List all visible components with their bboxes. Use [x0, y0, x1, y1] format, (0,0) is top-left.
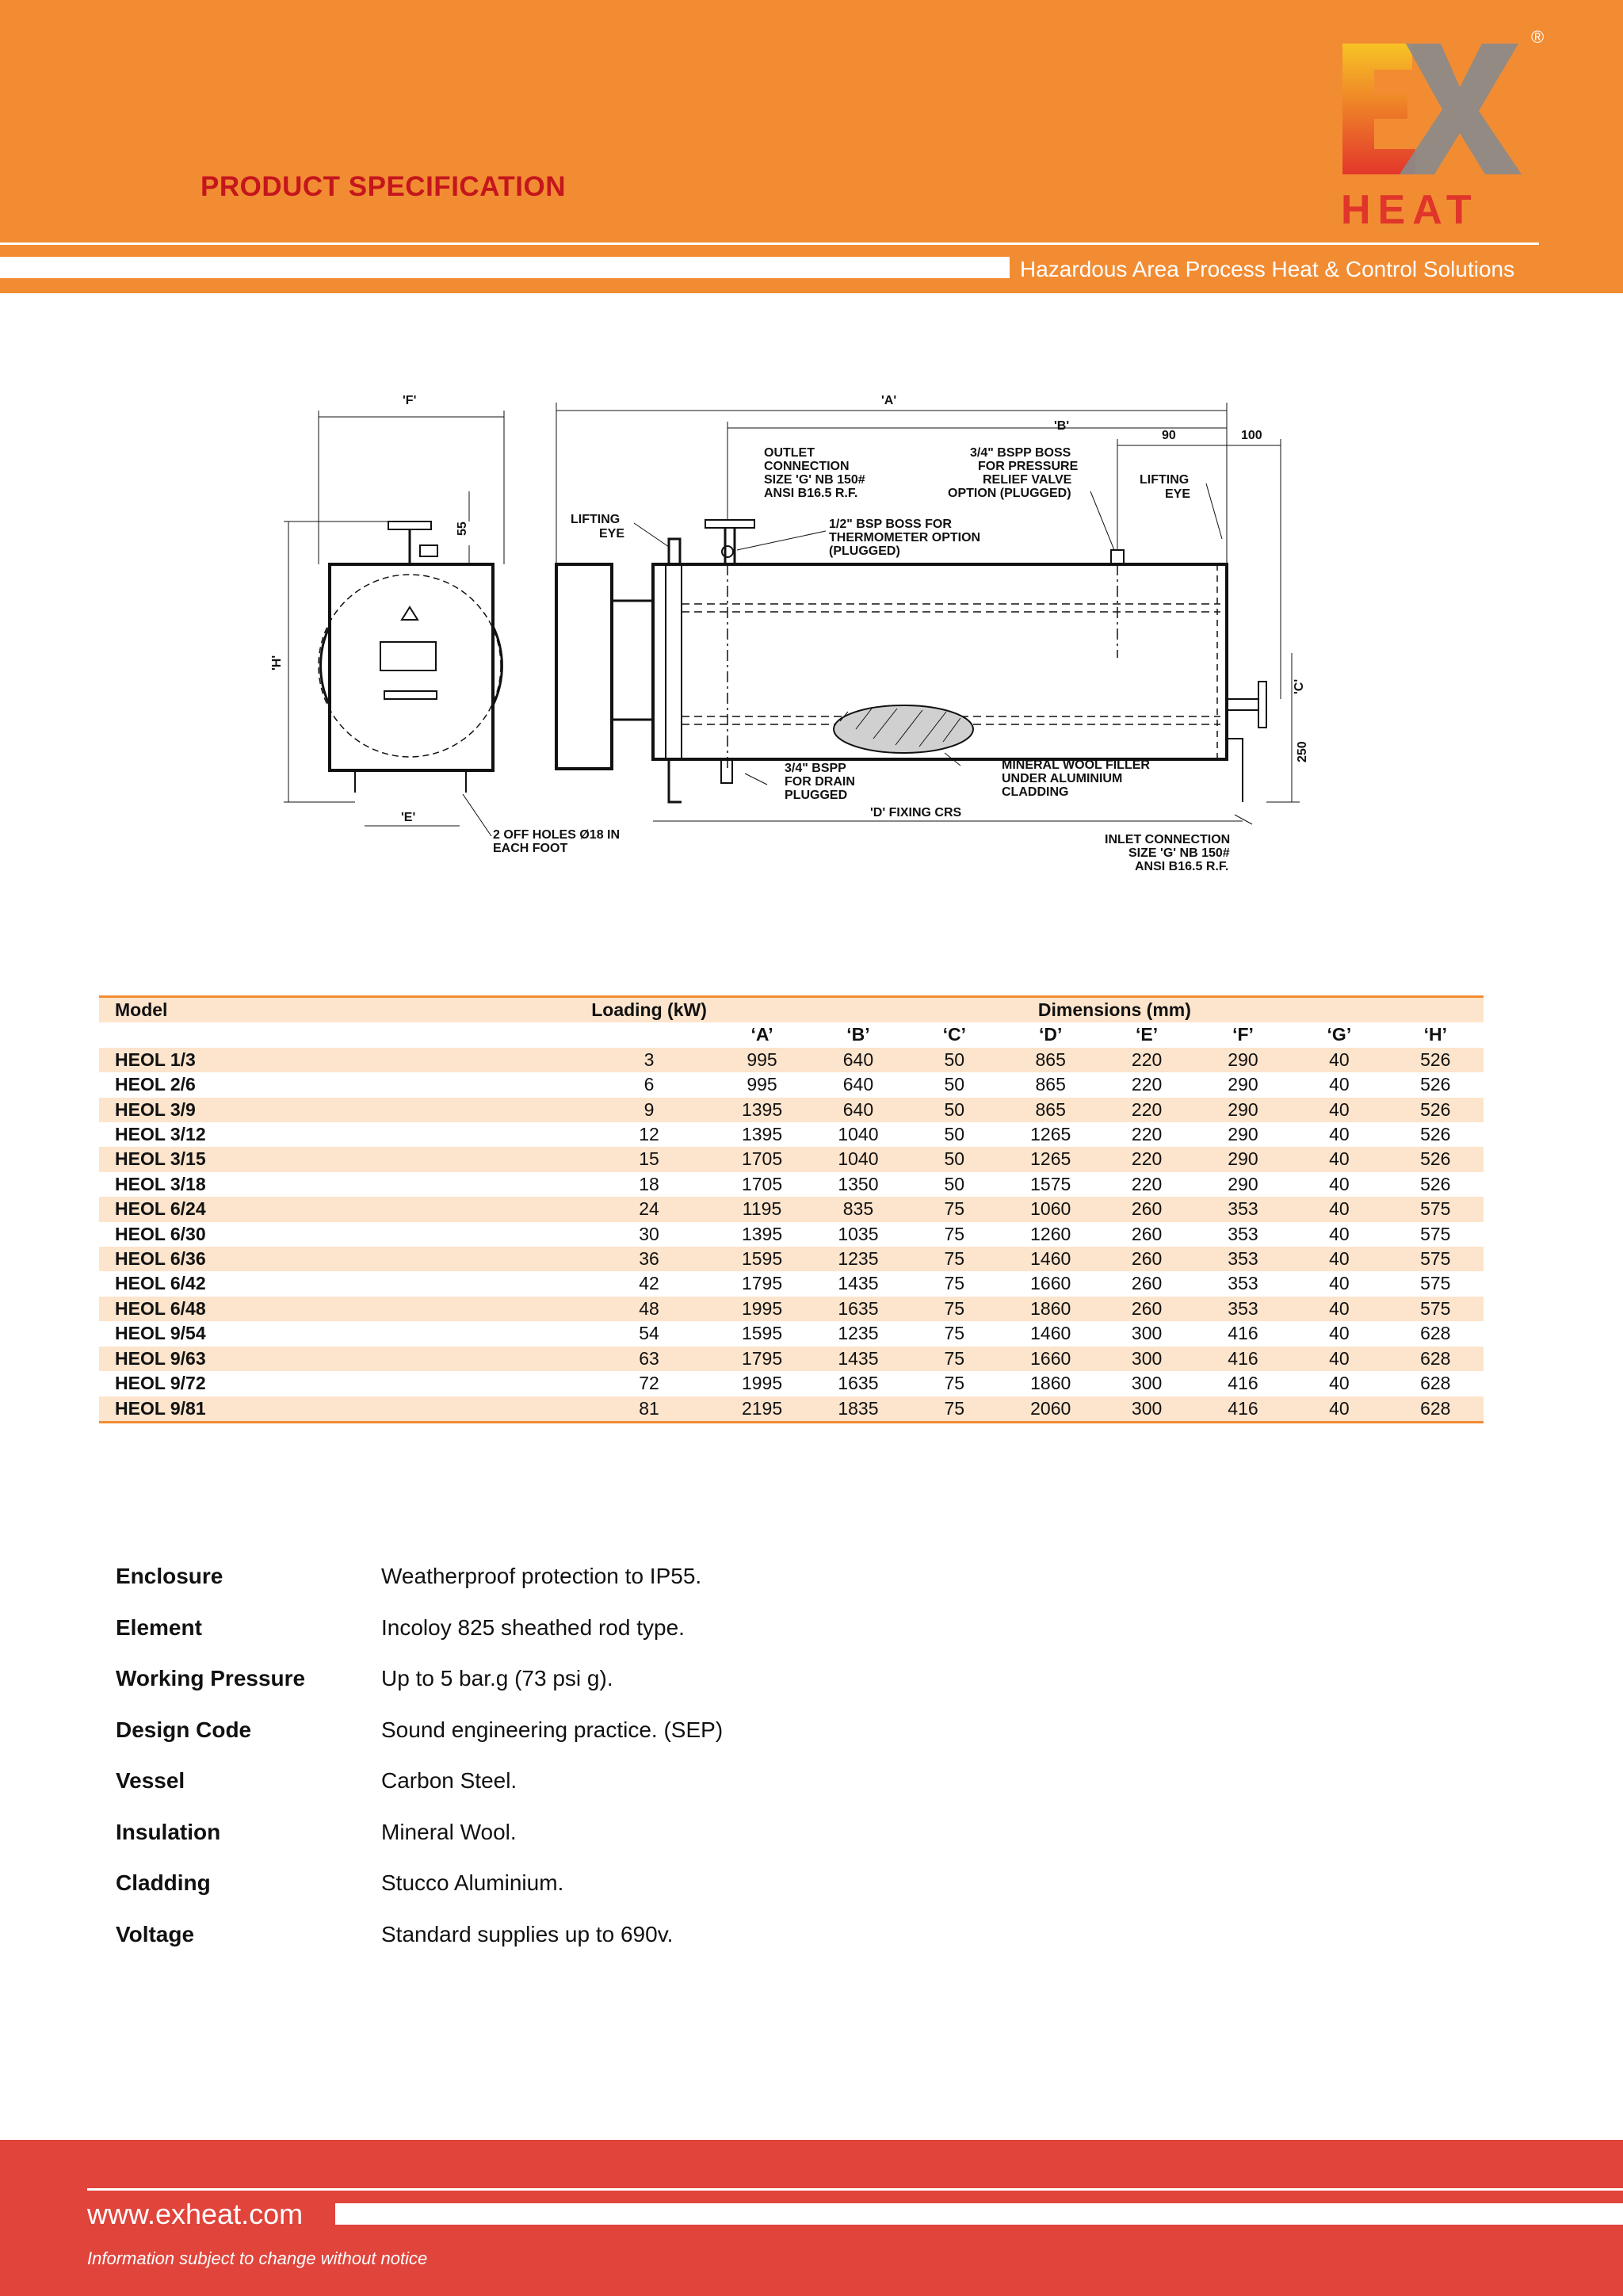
cell-dim-g: 40	[1329, 1124, 1350, 1145]
cell-dim-a: 1395	[741, 1124, 783, 1145]
label-boss-relief-4: OPTION (PLUGGED)	[948, 487, 1071, 500]
footer-divider-bar	[335, 2203, 1623, 2225]
cell-dim-f: 290	[1228, 1049, 1258, 1070]
cell-model: HEOL 9/54	[115, 1323, 206, 1344]
cell-dim-a: 1395	[741, 1098, 783, 1120]
cell-dim-c: 75	[944, 1248, 965, 1270]
cell-loading: 48	[639, 1297, 659, 1319]
cell-dim-e: 260	[1131, 1223, 1163, 1244]
cell-dim-a: 1595	[741, 1323, 783, 1344]
cell-dim-g: 40	[1329, 1074, 1350, 1095]
cell-dim-c: 75	[944, 1347, 965, 1369]
header-divider-line	[0, 243, 1539, 245]
cell-model: HEOL 3/15	[115, 1148, 206, 1170]
cell-dim-a: 1705	[741, 1148, 783, 1170]
cell-dim-a: 1595	[741, 1248, 783, 1270]
cell-dim-g: 40	[1329, 1323, 1350, 1344]
cell-dim-f: 290	[1228, 1173, 1258, 1194]
cell-dim-b: 1035	[838, 1223, 879, 1244]
label-mineral-wool-1: MINERAL WOOL FILLER	[1002, 758, 1150, 772]
label-outlet-2: CONNECTION	[764, 460, 850, 473]
cell-dim-a: 1195	[742, 1198, 782, 1220]
cell-dim-e: 220	[1131, 1074, 1163, 1095]
cell-loading: 12	[639, 1124, 659, 1145]
cell-dim-b: 1040	[838, 1124, 879, 1145]
cell-dim-h: 526	[1420, 1173, 1451, 1194]
cell-dim-a: 1795	[741, 1347, 783, 1369]
cell-model: HEOL 6/48	[115, 1297, 206, 1319]
cell-dim-c: 50	[944, 1124, 965, 1145]
label-drain-1: 3/4" BSPP	[785, 762, 846, 775]
cell-dim-b: 1435	[838, 1273, 879, 1294]
header-band	[0, 0, 1623, 293]
cell-dim-b: 1435	[838, 1347, 879, 1369]
cell-dim-h: 575	[1420, 1223, 1451, 1244]
dim-label-55: 55	[456, 521, 469, 536]
spec-value: Mineral Wool.	[381, 1819, 517, 1844]
cell-dim-c: 50	[944, 1098, 965, 1120]
cell-loading: 30	[639, 1223, 659, 1244]
table-row	[99, 1271, 1484, 1296]
spec-value: Sound engineering practice. (SEP)	[381, 1717, 724, 1742]
cell-dim-a: 995	[747, 1049, 777, 1070]
cell-dim-f: 353	[1228, 1297, 1258, 1319]
cell-dim-b: 1235	[838, 1323, 879, 1344]
cell-dim-a: 1995	[741, 1297, 783, 1319]
cell-dim-g: 40	[1329, 1148, 1350, 1170]
spec-value: Standard supplies up to 690v.	[381, 1921, 674, 1946]
column-header-g: ‘G’	[1327, 1024, 1352, 1045]
cell-dim-b: 1040	[838, 1148, 879, 1170]
cell-dim-d: 1575	[1030, 1173, 1071, 1194]
table-row	[99, 1347, 1484, 1371]
label-lifting-eye-right-2: EYE	[1165, 487, 1191, 501]
column-header-h: ‘H’	[1423, 1024, 1447, 1045]
cell-loading: 15	[639, 1148, 659, 1170]
cell-dim-e: 300	[1131, 1373, 1163, 1394]
cell-dim-h: 575	[1420, 1198, 1451, 1220]
column-header-d: ‘D’	[1039, 1024, 1063, 1045]
label-inlet-1: INLET CONNECTION	[1105, 833, 1231, 846]
dim-label-d-fixing: 'D' FIXING CRS	[870, 806, 962, 819]
dim-label-250: 250	[1296, 741, 1309, 762]
cell-loading: 6	[643, 1074, 655, 1095]
dim-label-f: 'F'	[403, 394, 417, 407]
spec-label: Design Code	[116, 1717, 252, 1742]
cell-dim-h: 628	[1420, 1397, 1451, 1419]
cell-dim-h: 628	[1420, 1373, 1451, 1394]
label-lifting-eye-left-1: LIFTING	[571, 513, 621, 526]
footer-band	[0, 2140, 1623, 2296]
cell-dim-c: 50	[944, 1074, 965, 1095]
cell-dim-f: 416	[1228, 1323, 1258, 1344]
label-holes-2: EACH FOOT	[493, 842, 568, 855]
cell-dim-e: 260	[1131, 1297, 1163, 1319]
cell-dim-f: 290	[1228, 1148, 1258, 1170]
label-outlet-1: OUTLET	[764, 446, 815, 460]
cell-model: HEOL 6/24	[115, 1198, 206, 1220]
cell-dim-e: 220	[1131, 1098, 1163, 1120]
cell-dim-d: 1265	[1030, 1124, 1071, 1145]
cell-dim-d: 1860	[1030, 1373, 1071, 1394]
cell-dim-f: 353	[1228, 1223, 1258, 1244]
dim-label-90: 90	[1162, 429, 1176, 442]
label-mineral-wool-2: UNDER ALUMINIUM	[1002, 772, 1123, 785]
cell-dim-g: 40	[1329, 1397, 1350, 1419]
cell-dim-c: 50	[944, 1049, 965, 1070]
table-row	[99, 1222, 1484, 1247]
cell-loading: 36	[639, 1248, 659, 1270]
cell-model: HEOL 3/18	[115, 1173, 206, 1194]
cell-dim-e: 300	[1131, 1397, 1163, 1419]
cell-dim-g: 40	[1329, 1273, 1350, 1294]
column-header-c: ‘C’	[942, 1024, 967, 1045]
cell-dim-h: 526	[1420, 1074, 1451, 1095]
label-drain-3: PLUGGED	[785, 789, 848, 802]
label-lifting-eye-right-1: LIFTING	[1140, 473, 1190, 487]
cell-dim-a: 1705	[741, 1173, 783, 1194]
cell-dim-d: 1660	[1030, 1273, 1071, 1294]
cell-dim-c: 50	[944, 1173, 965, 1194]
cell-dim-e: 300	[1131, 1323, 1163, 1344]
cell-loading: 24	[639, 1198, 659, 1220]
spec-label: Voltage	[116, 1921, 195, 1946]
cell-loading: 81	[639, 1397, 659, 1419]
cell-dim-g: 40	[1329, 1248, 1350, 1270]
cell-model: HEOL 2/6	[115, 1074, 196, 1095]
table-row	[99, 1147, 1484, 1171]
technical-drawing	[262, 380, 1347, 888]
spec-label: Vessel	[116, 1768, 185, 1793]
cell-dim-g: 40	[1329, 1098, 1350, 1120]
cell-model: HEOL 1/3	[115, 1049, 196, 1070]
table-row	[99, 1396, 1484, 1423]
cell-dim-g: 40	[1329, 1297, 1350, 1319]
cell-dim-g: 40	[1329, 1223, 1350, 1244]
cell-dim-c: 75	[944, 1273, 965, 1294]
cell-dim-e: 220	[1131, 1148, 1163, 1170]
cell-dim-a: 1995	[741, 1373, 783, 1394]
spec-value: Up to 5 bar.g (73 psi g).	[381, 1666, 613, 1690]
cell-dim-b: 1635	[838, 1297, 879, 1319]
table-body	[99, 1048, 1484, 1423]
cell-dim-h: 628	[1420, 1347, 1451, 1369]
exheat-logo	[1339, 27, 1553, 233]
cell-model: HEOL 3/12	[115, 1124, 206, 1145]
dim-label-b: 'B'	[1054, 419, 1070, 433]
cell-dim-c: 75	[944, 1323, 965, 1344]
header-divider-bar	[0, 257, 1010, 278]
label-boss-thermo-3: (PLUGGED)	[829, 544, 900, 558]
dimensions-table	[99, 995, 1484, 1423]
cell-dim-e: 220	[1131, 1049, 1163, 1070]
footer-divider-line	[87, 2188, 1623, 2191]
cell-loading: 63	[639, 1347, 659, 1369]
cell-model: HEOL 9/81	[115, 1397, 206, 1419]
table-row	[99, 1172, 1484, 1197]
cell-dim-d: 2060	[1030, 1397, 1071, 1419]
label-boss-thermo-2: THERMOMETER OPTION	[829, 531, 981, 544]
cell-dim-f: 353	[1228, 1248, 1258, 1270]
column-header-b: ‘B’	[846, 1024, 870, 1045]
cell-loading: 72	[639, 1373, 659, 1394]
label-inlet-2: SIZE 'G' NB 150#	[1128, 846, 1230, 860]
spec-value: Weatherproof protection to IP55.	[381, 1564, 702, 1588]
cell-dim-c: 75	[944, 1397, 965, 1419]
cell-dim-f: 353	[1228, 1198, 1258, 1220]
cell-dim-d: 1660	[1030, 1347, 1071, 1369]
header-tagline: Hazardous Area Process Heat & Control Solutions	[1020, 257, 1515, 281]
heater-dimension-drawing	[262, 380, 1347, 888]
cell-dim-d: 1460	[1030, 1323, 1071, 1344]
cell-dim-b: 1635	[838, 1373, 879, 1394]
table-row	[99, 1197, 1484, 1221]
cell-dim-d: 1260	[1030, 1223, 1071, 1244]
cell-dim-f: 290	[1228, 1098, 1258, 1120]
dim-label-a: 'A'	[881, 394, 897, 407]
column-header-model: Model	[115, 999, 168, 1020]
column-header-dimensions: Dimensions (mm)	[1037, 999, 1191, 1020]
table-row	[99, 1247, 1484, 1271]
label-holes-1: 2 OFF HOLES Ø18 IN	[493, 828, 621, 842]
cell-model: HEOL 6/42	[115, 1273, 206, 1294]
cell-dim-b: 640	[842, 1049, 874, 1070]
cell-dim-h: 526	[1420, 1124, 1451, 1145]
cell-dim-e: 260	[1131, 1248, 1163, 1270]
cell-dim-h: 526	[1420, 1049, 1451, 1070]
cell-dim-e: 260	[1131, 1198, 1163, 1220]
cell-dim-b: 1350	[838, 1173, 879, 1194]
cell-loading: 54	[639, 1323, 659, 1344]
column-header-a: ‘A’	[750, 1024, 773, 1045]
cell-dim-a: 1395	[741, 1223, 783, 1244]
cell-dim-c: 75	[944, 1198, 965, 1220]
cell-dim-b: 1835	[838, 1397, 879, 1419]
dim-label-h: 'H'	[270, 655, 284, 670]
cell-dim-h: 526	[1420, 1148, 1451, 1170]
cell-dim-g: 40	[1329, 1347, 1350, 1369]
cell-dim-g: 40	[1329, 1173, 1350, 1194]
label-boss-thermo-1: 1/2" BSP BOSS FOR	[829, 518, 952, 531]
website-link[interactable]: www.exheat.com	[87, 2198, 304, 2230]
cell-dim-f: 290	[1228, 1074, 1258, 1095]
spec-label: Cladding	[116, 1870, 211, 1895]
cell-dim-h: 628	[1420, 1323, 1451, 1344]
cell-dim-f: 416	[1228, 1397, 1258, 1419]
cell-dim-h: 575	[1420, 1297, 1451, 1319]
dim-label-100: 100	[1241, 429, 1262, 442]
registered-mark: ®	[1531, 27, 1545, 47]
cell-dim-a: 995	[747, 1074, 777, 1095]
cell-dim-h: 526	[1420, 1098, 1451, 1120]
spec-label: Enclosure	[116, 1564, 223, 1588]
cell-loading: 18	[639, 1173, 659, 1194]
column-header-loading: Loading (kW)	[591, 999, 707, 1020]
cell-dim-d: 1265	[1030, 1148, 1071, 1170]
table-row	[99, 1321, 1484, 1346]
column-header-e: ‘E’	[1136, 1024, 1159, 1045]
cell-model: HEOL 9/63	[115, 1347, 206, 1369]
cell-model: HEOL 3/9	[115, 1098, 196, 1120]
page-title: PRODUCT SPECIFICATION	[200, 171, 566, 202]
dim-label-e: 'E'	[401, 811, 416, 824]
cell-dim-h: 575	[1420, 1273, 1451, 1294]
label-boss-relief-3: RELIEF VALVE	[983, 473, 1072, 487]
cell-dim-d: 1060	[1030, 1198, 1071, 1220]
cell-dim-c: 75	[944, 1297, 965, 1319]
label-drain-2: FOR DRAIN	[785, 775, 855, 789]
cell-dim-e: 220	[1131, 1124, 1163, 1145]
table-subheader-row	[99, 1022, 1484, 1047]
cell-dim-d: 1460	[1030, 1248, 1071, 1270]
cell-dim-e: 300	[1131, 1347, 1163, 1369]
spec-label: Working Pressure	[116, 1666, 306, 1690]
cell-dim-a: 2195	[741, 1397, 783, 1419]
cell-dim-a: 1795	[741, 1273, 783, 1294]
cell-model: HEOL 6/30	[115, 1223, 206, 1244]
table-header-row	[99, 997, 1484, 1023]
table-row	[99, 1122, 1484, 1147]
cell-dim-b: 640	[842, 1098, 874, 1120]
cell-dim-g: 40	[1329, 1198, 1350, 1220]
spec-label: Insulation	[116, 1819, 221, 1844]
spec-label: Element	[116, 1614, 202, 1640]
spec-value: Carbon Steel.	[381, 1768, 517, 1793]
column-header-f: ‘F’	[1232, 1024, 1254, 1045]
spec-value: Incoloy 825 sheathed rod type.	[381, 1614, 685, 1640]
cell-dim-d: 865	[1035, 1049, 1066, 1070]
cell-loading: 9	[643, 1098, 655, 1120]
cell-dim-b: 1235	[838, 1248, 879, 1270]
logo-heat-word: HEAT	[1341, 187, 1479, 233]
label-lifting-eye-left-2: EYE	[599, 527, 625, 541]
cell-dim-e: 260	[1131, 1273, 1163, 1294]
cell-loading: 42	[639, 1273, 659, 1294]
cell-model: HEOL 6/36	[115, 1248, 206, 1270]
cell-dim-c: 50	[944, 1148, 965, 1170]
label-boss-relief-1: 3/4" BSPP BOSS	[970, 446, 1071, 460]
dim-label-c: 'C'	[1293, 678, 1306, 694]
cell-dim-e: 220	[1131, 1173, 1163, 1194]
cell-dim-f: 290	[1228, 1124, 1258, 1145]
table-row	[99, 1098, 1484, 1122]
cell-dim-g: 40	[1329, 1373, 1350, 1394]
cell-dim-c: 75	[944, 1373, 965, 1394]
table-row	[99, 1048, 1484, 1072]
table-row	[99, 1072, 1484, 1097]
cell-dim-f: 416	[1228, 1373, 1258, 1394]
cell-model: HEOL 9/72	[115, 1373, 206, 1394]
cell-dim-h: 575	[1420, 1248, 1451, 1270]
cell-dim-g: 40	[1329, 1049, 1350, 1070]
label-mineral-wool-3: CLADDING	[1002, 785, 1069, 799]
label-boss-relief-2: FOR PRESSURE	[978, 460, 1079, 473]
label-outlet-3: SIZE 'G' NB 150#	[764, 473, 865, 487]
label-outlet-4: ANSI B16.5 R.F.	[764, 487, 858, 500]
cell-dim-d: 865	[1035, 1074, 1066, 1095]
spec-value: Stucco Aluminium.	[381, 1870, 564, 1895]
table-row	[99, 1371, 1484, 1396]
cell-dim-d: 865	[1035, 1098, 1066, 1120]
cell-dim-b: 835	[842, 1198, 874, 1220]
cell-loading: 3	[643, 1049, 655, 1070]
cell-dim-b: 640	[842, 1074, 874, 1095]
ex-logo-mark-icon	[1339, 32, 1553, 190]
table-row	[99, 1297, 1484, 1321]
cell-dim-f: 416	[1228, 1347, 1258, 1369]
cell-dim-f: 353	[1228, 1273, 1258, 1294]
cell-dim-c: 75	[944, 1223, 965, 1244]
footer-disclaimer: Information subject to change without notice	[87, 2248, 428, 2268]
label-inlet-3: ANSI B16.5 R.F.	[1135, 860, 1229, 873]
cell-dim-d: 1860	[1030, 1297, 1071, 1319]
